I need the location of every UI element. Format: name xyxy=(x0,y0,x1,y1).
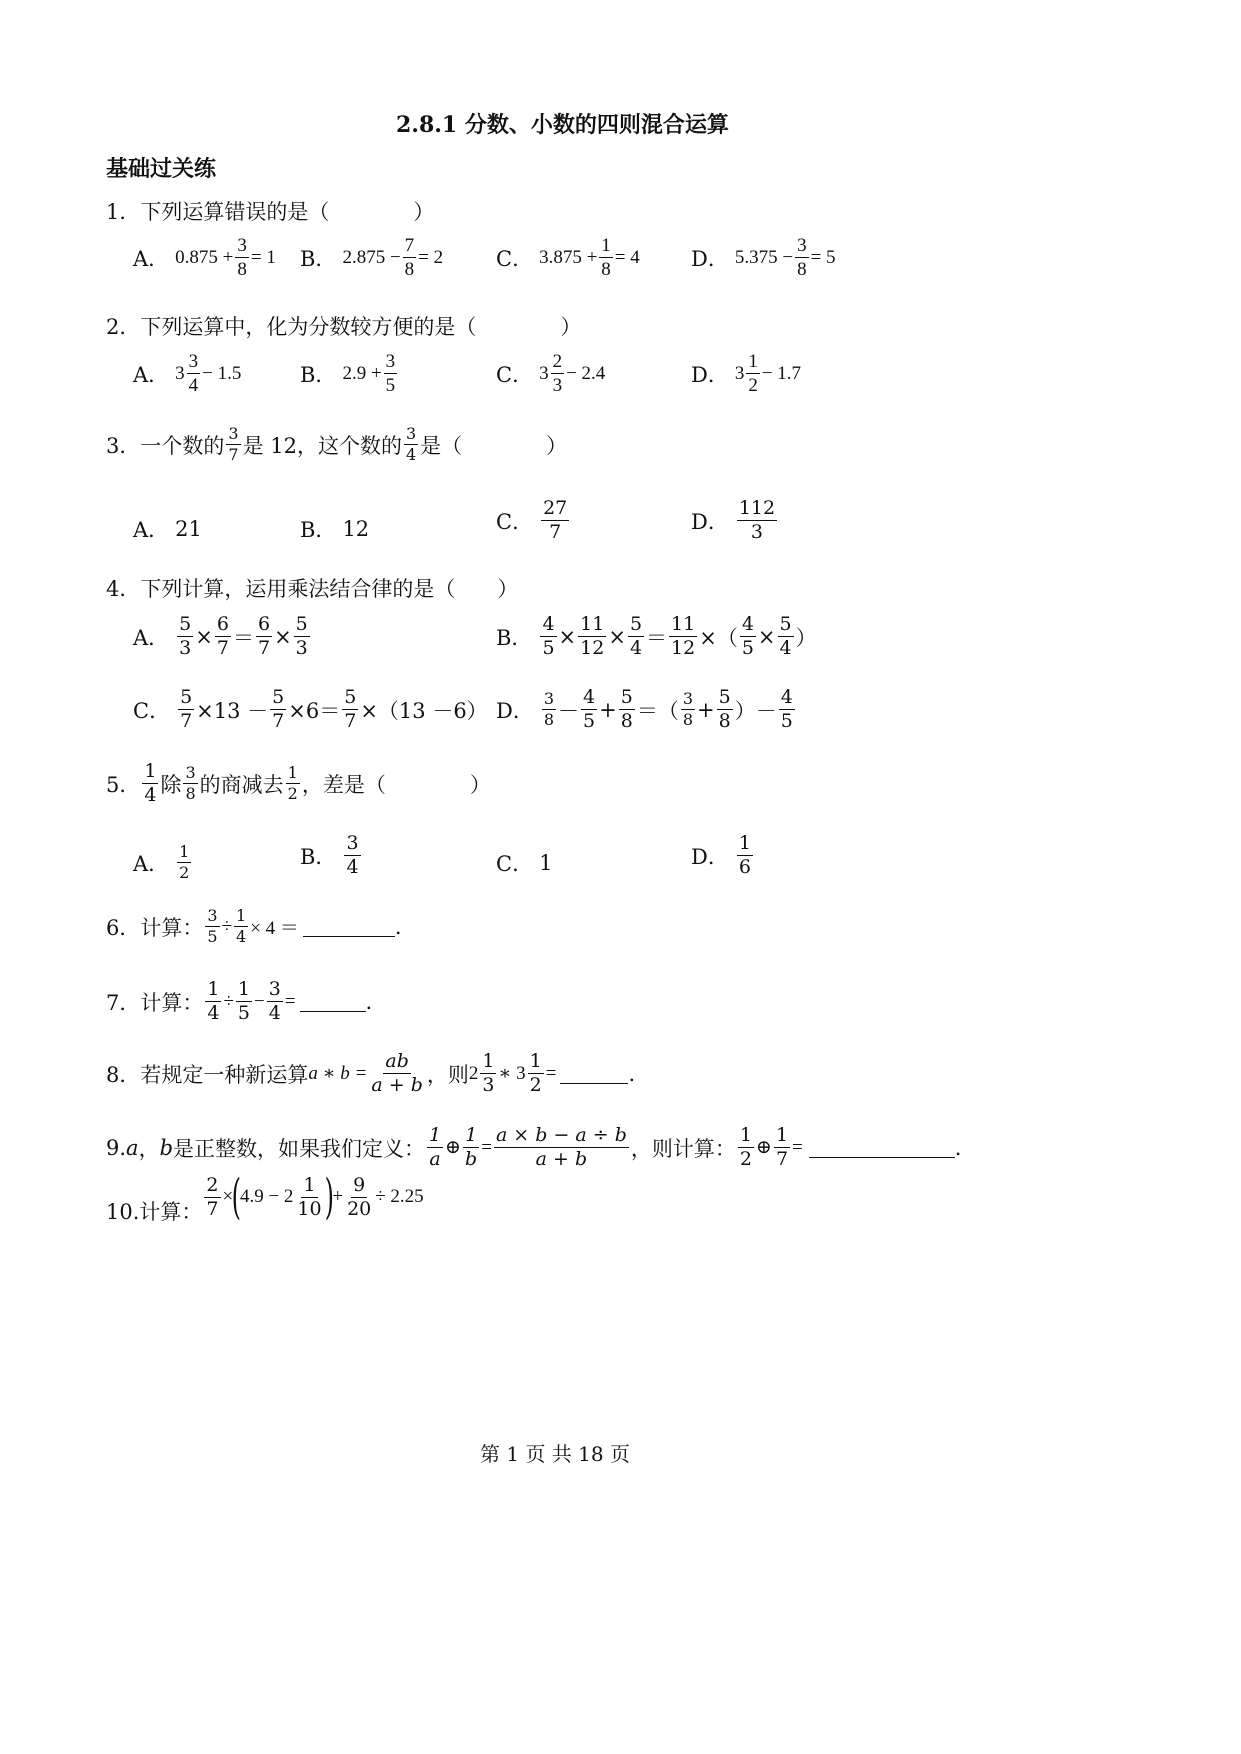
math-text: 0.875 + xyxy=(175,246,234,268)
section-heading: 基础过关练 xyxy=(106,156,217,182)
denominator: 3 xyxy=(295,637,308,659)
question-text: 10.计算： xyxy=(106,1200,203,1224)
math-text: 2.875 − xyxy=(342,246,401,268)
denominator: 4 xyxy=(188,375,199,396)
numerator: 4 xyxy=(780,686,793,708)
left-paren: ( xyxy=(231,1169,242,1225)
numerator: 6 xyxy=(216,613,229,635)
question-text: ，差是（ ） xyxy=(301,772,491,797)
denominator: 7 xyxy=(344,710,357,732)
denominator: 8 xyxy=(601,259,611,280)
numerator: 1 xyxy=(429,1124,442,1146)
math-text: . xyxy=(365,989,373,1014)
denominator: 5 xyxy=(207,927,218,946)
numerator: 2 xyxy=(206,1173,219,1196)
right-paren: ) xyxy=(324,1169,334,1225)
q2-option-d xyxy=(691,352,801,395)
numerator: 1 xyxy=(748,351,758,372)
math-text: = xyxy=(284,990,296,1012)
denominator: 3 xyxy=(179,637,192,659)
math-text: ÷ xyxy=(221,915,232,937)
math-text: ＝ xyxy=(232,625,254,650)
option-label: B． xyxy=(300,844,337,869)
numerator: 5 xyxy=(620,686,633,708)
math-text: . xyxy=(394,914,402,939)
numerator: 6 xyxy=(257,613,271,635)
answer-blank[interactable] xyxy=(809,1137,955,1158)
math-text: . xyxy=(628,1061,636,1086)
question-2: 2．下列运算中，化为分数较方便的是（ ） xyxy=(106,315,582,339)
numerator: 3 xyxy=(268,978,281,1000)
numerator: 7 xyxy=(404,235,415,256)
denominator: 2 xyxy=(748,375,758,396)
math-text: ÷ 2.25 xyxy=(375,1186,424,1207)
option-label: D． xyxy=(691,246,729,271)
math-text: + xyxy=(697,697,715,722)
question-text: 8．若规定一种新运算 xyxy=(106,1062,309,1087)
question-6 xyxy=(106,908,402,945)
numerator: 3 xyxy=(185,763,196,782)
option-label: A． xyxy=(133,625,170,650)
math-text: 4.9 − 2 xyxy=(239,1186,294,1207)
option-label: D． xyxy=(496,698,534,723)
denominator: 12 xyxy=(580,637,605,659)
math-text: ∗ 3 xyxy=(498,1063,526,1084)
numerator: 5 xyxy=(718,686,731,708)
question-3 xyxy=(106,426,567,463)
option-label: C． xyxy=(496,509,534,534)
numerator: 3 xyxy=(228,424,239,443)
math-text: × xyxy=(274,624,292,649)
q2-option-a xyxy=(133,352,241,395)
numerator: 1 xyxy=(775,1124,789,1146)
numerator: 5 xyxy=(179,613,192,635)
whole-part: 2 xyxy=(468,1062,479,1084)
denominator: 4 xyxy=(629,637,643,659)
math-text: × xyxy=(558,624,577,649)
numerator: 3 xyxy=(385,351,396,372)
denominator: 2 xyxy=(529,1074,542,1096)
denominator: 20 xyxy=(347,1197,372,1220)
denominator: 7 xyxy=(272,710,285,732)
whole-part: 3 xyxy=(175,362,185,384)
question-number: 9. xyxy=(106,1135,127,1160)
denominator: 4 xyxy=(346,856,359,878)
numerator: 1 xyxy=(601,235,611,256)
math-text: × 4 ＝ xyxy=(250,918,299,939)
q4-option-c xyxy=(133,688,488,731)
option-label: C． xyxy=(496,852,534,876)
numerator: 1 xyxy=(738,832,751,854)
option-label: D． xyxy=(691,509,729,534)
numerator: 5 xyxy=(629,613,643,635)
question-text: 是正整数，如果我们定义： xyxy=(173,1136,426,1161)
whole-part: 3 xyxy=(539,362,549,384)
option-label: C． xyxy=(496,362,534,387)
math-text: ÷ xyxy=(223,990,234,1012)
question-text: 是 12，这个数的 xyxy=(242,433,402,458)
numerator: 1 xyxy=(237,978,250,1000)
question-text: 除 xyxy=(160,772,182,797)
denominator: 7 xyxy=(206,1197,219,1220)
numerator: 1 xyxy=(465,1124,478,1146)
denominator: 4 xyxy=(236,927,247,946)
math-text: － xyxy=(558,698,580,723)
question-text: 是（ ） xyxy=(420,433,568,458)
math-text: = 1 xyxy=(250,246,276,268)
q5-option-c xyxy=(496,848,552,878)
math-text: 5.375 − xyxy=(734,246,794,268)
q3-option-c xyxy=(496,499,571,542)
option-label: B． xyxy=(300,246,337,271)
denominator: 12 xyxy=(671,637,696,659)
option-label: C． xyxy=(133,698,171,723)
q3-option-b xyxy=(300,514,369,544)
question-4: 4．下列计算，运用乘法结合律的是（ ） xyxy=(106,577,519,601)
math-text: = 5 xyxy=(810,246,836,268)
denominator: a + b xyxy=(371,1074,423,1096)
numerator: 5 xyxy=(272,686,285,708)
option-label: A． xyxy=(133,362,170,387)
denominator: 8 xyxy=(404,259,415,280)
math-text: ＝（ xyxy=(636,698,679,723)
numerator: 3 xyxy=(207,906,218,925)
math-text: + xyxy=(332,1186,344,1207)
math-text: ×6＝ xyxy=(288,698,341,723)
denominator: 8 xyxy=(797,259,807,280)
denominator: 7 xyxy=(180,710,193,732)
numerator: 9 xyxy=(353,1173,366,1196)
option-value: 1 xyxy=(539,851,553,875)
whole-part: 3 xyxy=(734,362,745,384)
math-text: ）－ xyxy=(734,698,777,723)
q5-option-a xyxy=(133,844,193,881)
q4-option-b xyxy=(496,615,817,658)
numerator: 1 xyxy=(739,1124,753,1146)
numerator: a × b − a ÷ b xyxy=(495,1124,627,1146)
denominator: 5 xyxy=(780,710,793,732)
denominator: b xyxy=(465,1148,478,1170)
page-title: 2.8.1 分数、小数的四则混合运算 xyxy=(396,112,729,138)
numerator: ab xyxy=(385,1050,409,1072)
denominator: 4 xyxy=(207,1002,220,1024)
math-text: ⊕ xyxy=(445,1137,462,1158)
question-1: 1．下列运算错误的是（ ） xyxy=(106,200,435,224)
q3-option-a xyxy=(133,514,202,544)
q1-option-c xyxy=(496,236,640,279)
q5-option-d xyxy=(691,834,755,877)
math-text: + xyxy=(599,697,617,722)
denominator: 2 xyxy=(287,784,298,803)
q4-option-d xyxy=(496,688,797,731)
denominator: 4 xyxy=(405,445,417,464)
math-text: 3.875 + xyxy=(539,246,598,268)
numerator: 4 xyxy=(583,686,596,708)
page-footer: 第 1 页 共 18 页 xyxy=(480,1442,630,1466)
option-label: D． xyxy=(691,362,729,387)
numerator: 1 xyxy=(207,978,220,1000)
math-text: = 4 xyxy=(614,246,640,268)
numerator: 1 xyxy=(303,1173,316,1196)
q4-option-a xyxy=(133,615,312,658)
math-text: × xyxy=(222,1186,234,1207)
denominator: 8 xyxy=(620,710,633,732)
numerator: 3 xyxy=(237,235,247,256)
math-text: ×（ xyxy=(699,625,738,650)
denominator: 5 xyxy=(237,1002,250,1024)
question-10 xyxy=(106,1169,424,1226)
q5-option-b xyxy=(300,834,363,877)
question-7 xyxy=(106,980,372,1023)
variable-a: a xyxy=(126,1135,139,1160)
q2-option-b xyxy=(300,352,399,395)
q1-option-b xyxy=(300,236,443,279)
numerator: 3 xyxy=(188,351,199,372)
numerator: 3 xyxy=(543,689,555,708)
denominator: 10 xyxy=(297,1197,322,1220)
numerator: 1 xyxy=(529,1050,542,1072)
numerator: 5 xyxy=(180,686,193,708)
numerator: 5 xyxy=(779,613,792,635)
option-label: B． xyxy=(300,362,337,387)
answer-blank[interactable] xyxy=(300,991,366,1012)
math-text: × xyxy=(608,624,626,649)
option-label: C． xyxy=(496,246,534,271)
numerator: 1 xyxy=(287,763,298,782)
numerator: 2 xyxy=(552,351,563,372)
denominator: 7 xyxy=(257,637,271,659)
question-text: 6．计算： xyxy=(106,915,204,940)
option-value: 12 xyxy=(342,517,370,541)
numerator: 3 xyxy=(405,424,417,443)
denominator: 5 xyxy=(741,637,754,659)
denominator: 8 xyxy=(185,784,196,803)
numerator: 1 xyxy=(236,906,247,925)
numerator: 3 xyxy=(682,689,694,708)
numerator: 5 xyxy=(295,613,308,635)
option-label: B． xyxy=(300,518,337,542)
numerator: 5 xyxy=(344,686,357,708)
denominator: 3 xyxy=(750,521,764,543)
answer-blank[interactable] xyxy=(560,1063,628,1084)
question-text: 7．计算： xyxy=(106,990,204,1015)
denominator: 4 xyxy=(268,1002,281,1024)
math-text: − xyxy=(254,990,265,1012)
question-text: ， xyxy=(138,1136,160,1161)
math-text: = xyxy=(792,1136,803,1158)
denominator: 8 xyxy=(682,710,694,729)
numerator: 1 xyxy=(482,1050,495,1072)
math-text: × xyxy=(195,624,213,649)
denominator: 2 xyxy=(179,863,190,882)
numerator: 3 xyxy=(797,235,807,256)
denominator: 4 xyxy=(144,784,157,806)
denominator: 5 xyxy=(542,637,555,659)
denominator: 7 xyxy=(549,521,562,543)
option-label: A． xyxy=(133,518,170,542)
question-text: 的商减去 xyxy=(199,772,284,797)
denominator: 8 xyxy=(543,710,555,729)
question-text: 3．一个数的 xyxy=(106,433,225,458)
q1-option-a xyxy=(133,236,276,279)
math-text: − 2.4 xyxy=(566,362,606,384)
denominator: 5 xyxy=(583,710,596,732)
option-label: D． xyxy=(691,844,729,869)
denominator: 8 xyxy=(237,259,247,280)
numerator: 3 xyxy=(346,832,359,854)
math-text: ×（13 －6） xyxy=(360,698,488,723)
denominator: 6 xyxy=(738,856,751,878)
denominator: a xyxy=(429,1148,441,1170)
denominator: 3 xyxy=(482,1074,495,1096)
denominator: 7 xyxy=(216,637,229,659)
question-text: ，则计算： xyxy=(630,1136,736,1161)
q2-option-c xyxy=(496,352,605,395)
question-8 xyxy=(106,1052,635,1095)
numerator: 4 xyxy=(741,613,754,635)
question-number: 5． xyxy=(106,772,141,797)
math-text: a ∗ b = xyxy=(308,1063,368,1084)
numerator: 11 xyxy=(580,613,605,635)
question-text: ，则 xyxy=(426,1062,469,1087)
variable-b: b xyxy=(159,1135,174,1160)
math-text: = xyxy=(481,1136,492,1158)
math-text: ⊕ xyxy=(756,1137,772,1158)
denominator: 2 xyxy=(739,1148,753,1170)
answer-blank[interactable] xyxy=(303,916,395,937)
numerator: 1 xyxy=(179,842,190,861)
math-text: = 2 xyxy=(418,246,444,268)
numerator: 11 xyxy=(671,613,696,635)
option-label: A． xyxy=(133,851,170,876)
denominator: 7 xyxy=(775,1148,789,1170)
numerator: 27 xyxy=(543,497,568,519)
denominator: 4 xyxy=(779,637,792,659)
denominator: 7 xyxy=(228,445,239,464)
denominator: 8 xyxy=(718,710,731,732)
option-label: B． xyxy=(496,625,533,650)
q1-option-d xyxy=(691,236,836,279)
math-text: ×13 － xyxy=(196,698,269,723)
math-text: − 1.5 xyxy=(202,362,242,384)
denominator: 3 xyxy=(552,375,563,396)
question-9 xyxy=(106,1126,961,1169)
denominator: a + b xyxy=(535,1148,588,1170)
numerator: 4 xyxy=(542,613,555,635)
question-5 xyxy=(106,762,491,805)
math-text: ＝ xyxy=(646,625,668,650)
math-text: 2.9 + xyxy=(342,362,382,384)
numerator: 112 xyxy=(738,497,776,519)
numerator: 1 xyxy=(144,760,157,782)
math-text: = xyxy=(545,1062,557,1084)
option-value: 21 xyxy=(175,517,202,541)
math-text: × xyxy=(757,624,776,649)
math-text: ） xyxy=(795,625,817,650)
math-text: − 1.7 xyxy=(761,362,802,384)
q3-option-d xyxy=(691,499,779,542)
option-label: A． xyxy=(133,246,170,271)
denominator: 5 xyxy=(385,375,396,396)
math-text: . xyxy=(954,1135,962,1160)
